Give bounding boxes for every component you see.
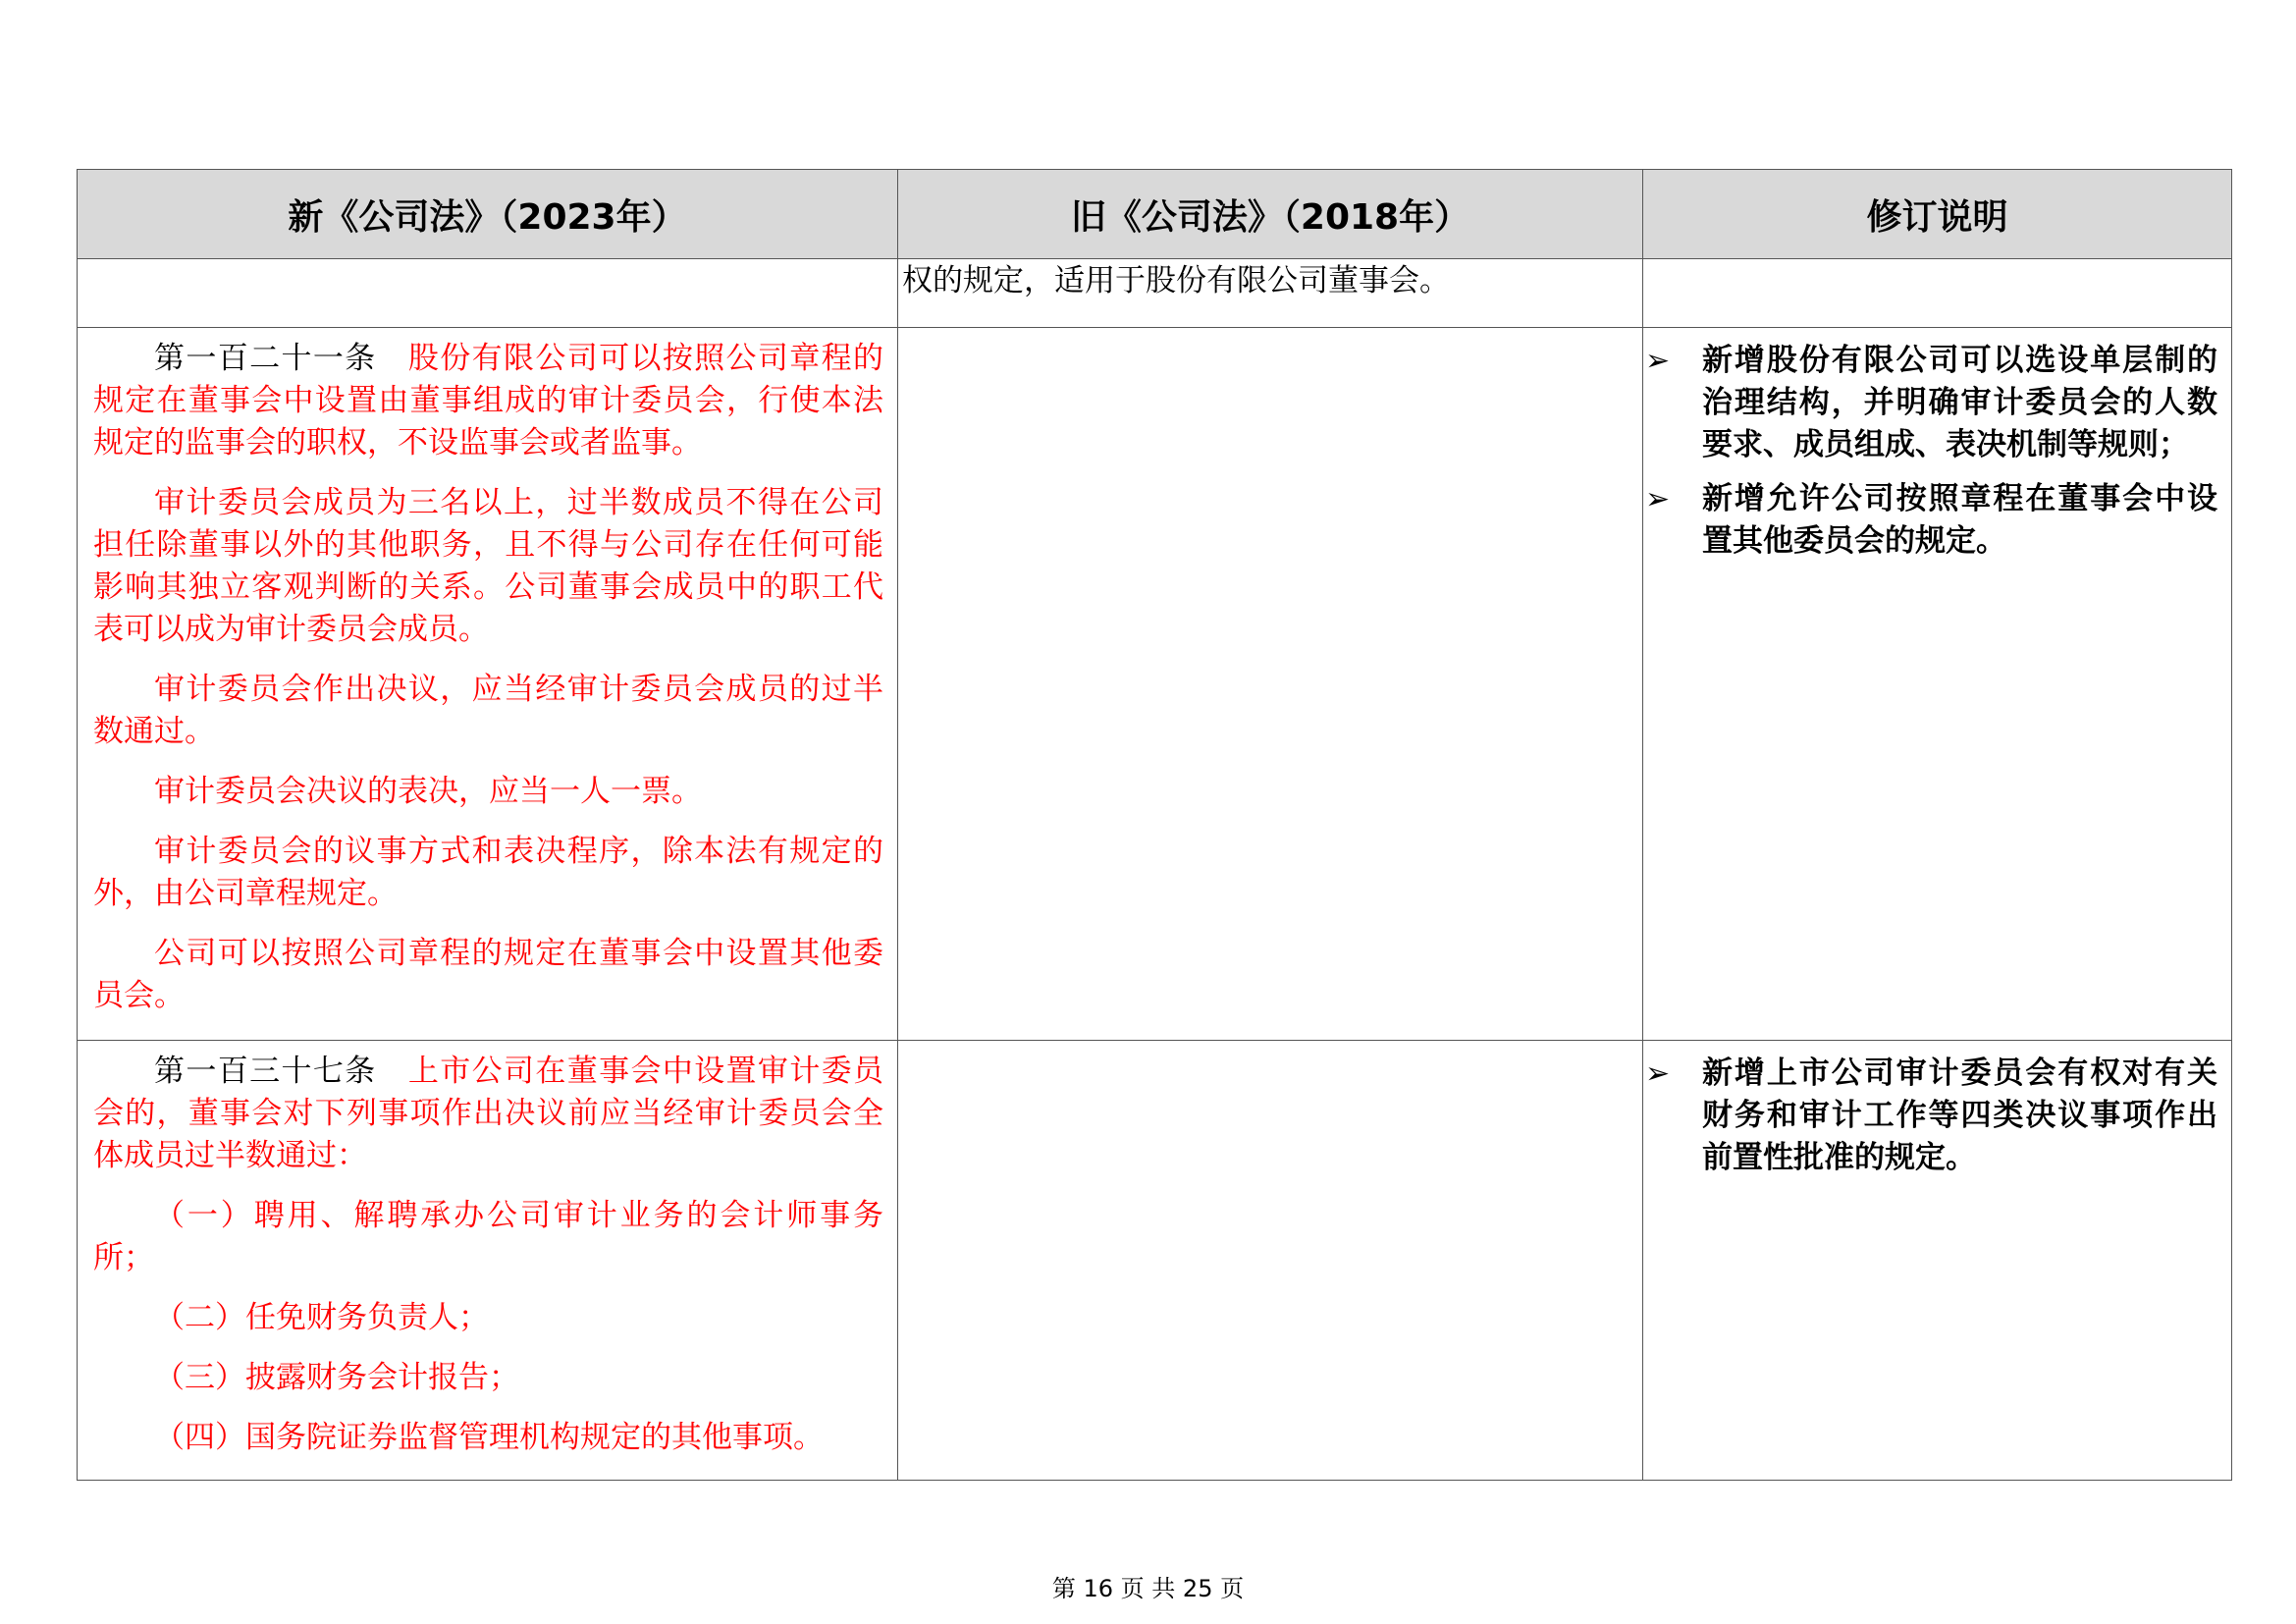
arrow-bullet-icon: ➢: [1645, 1056, 1671, 1091]
article-paragraph: 公司可以按照公司章程的规定在董事会中设置其他委员会。: [93, 936, 883, 1013]
revision-note-cell: [1643, 328, 2232, 1041]
table-row: [78, 1041, 2232, 1481]
revision-note-cell: [1643, 1041, 2232, 1481]
article-item: （三）披露财务会计报告；: [154, 1360, 519, 1395]
revision-note: ➢ 新增允许公司按照章程在董事会中设置其他委员会的规定。: [1645, 478, 2217, 563]
new-law-cell: [78, 1041, 898, 1481]
page-number: 第 16 页 共 25 页: [1051, 1575, 1245, 1602]
old-law-text: 权的规定，适用于股份有限公司董事会。: [902, 263, 1450, 298]
article-paragraph: [93, 1051, 883, 1177]
revision-note-cell: [1643, 259, 2232, 328]
article-text: 上市公司在董事会中设置审计委员会的，董事会对下列事项作出决议前应当经审计委员会全体成员过半数通过：: [93, 1054, 884, 1173]
old-law-cell: [898, 328, 1643, 1041]
arrow-bullet-icon: ➢: [1645, 344, 1671, 378]
article-item: （二）任免财务负责人；: [154, 1300, 489, 1335]
article-number: 第一百三十七条: [154, 1054, 377, 1089]
comparison-table: [77, 169, 2232, 1481]
new-law-cell: [78, 259, 898, 328]
article-paragraph: 审计委员会决议的表决，应当一人一票。: [154, 774, 702, 809]
arrow-bullet-icon: ➢: [1645, 482, 1671, 516]
revision-note: ➢ 新增上市公司审计委员会有权对有关财务和审计工作等四类决议事项作出前置性批准的规定。: [1645, 1053, 2217, 1179]
new-law-cell: [78, 328, 898, 1041]
old-law-cell: [898, 1041, 1643, 1481]
article-paragraph: [93, 338, 883, 464]
article-paragraph: 审计委员会作出决议，应当经审计委员会成员的过半数通过。: [93, 672, 883, 749]
header-revision-notes: 修订说明: [1643, 170, 2232, 259]
header-row: [78, 170, 2232, 259]
old-law-cell: [898, 259, 1643, 328]
article-text: 股份有限公司可以按照公司章程的规定在董事会中设置由董事组成的审计委员会，行使本法规定的监事会的职权，不设监事会或者监事。: [93, 341, 884, 460]
header-new-law: 新《公司法》（2023年）: [78, 170, 898, 259]
article-item: （四）国务院证券监督管理机构规定的其他事项。: [154, 1420, 824, 1455]
article-item: （一）聘用、解聘承办公司审计业务的会计师事务所；: [93, 1198, 883, 1275]
header-old-law: 旧《公司法》（2018年）: [898, 170, 1643, 259]
article-paragraph: 审计委员会成员为三名以上，过半数成员不得在公司担任除董事以外的其他职务，且不得与公司存在任何可能影响其独立客观判断的关系。公司董事会成员中的职工代表可以成为审计委员会成员。: [93, 485, 883, 647]
article-number: 第一百二十一条: [154, 341, 377, 376]
article-paragraph: 审计委员会的议事方式和表决程序，除本法有规定的外，由公司章程规定。: [93, 834, 883, 911]
table-row: [78, 328, 2232, 1041]
table-row: [78, 259, 2232, 328]
revision-note: ➢ 新增股份有限公司可以选设单层制的治理结构，并明确审计委员会的人数要求、成员组成、表决机制等规则；: [1645, 340, 2217, 466]
